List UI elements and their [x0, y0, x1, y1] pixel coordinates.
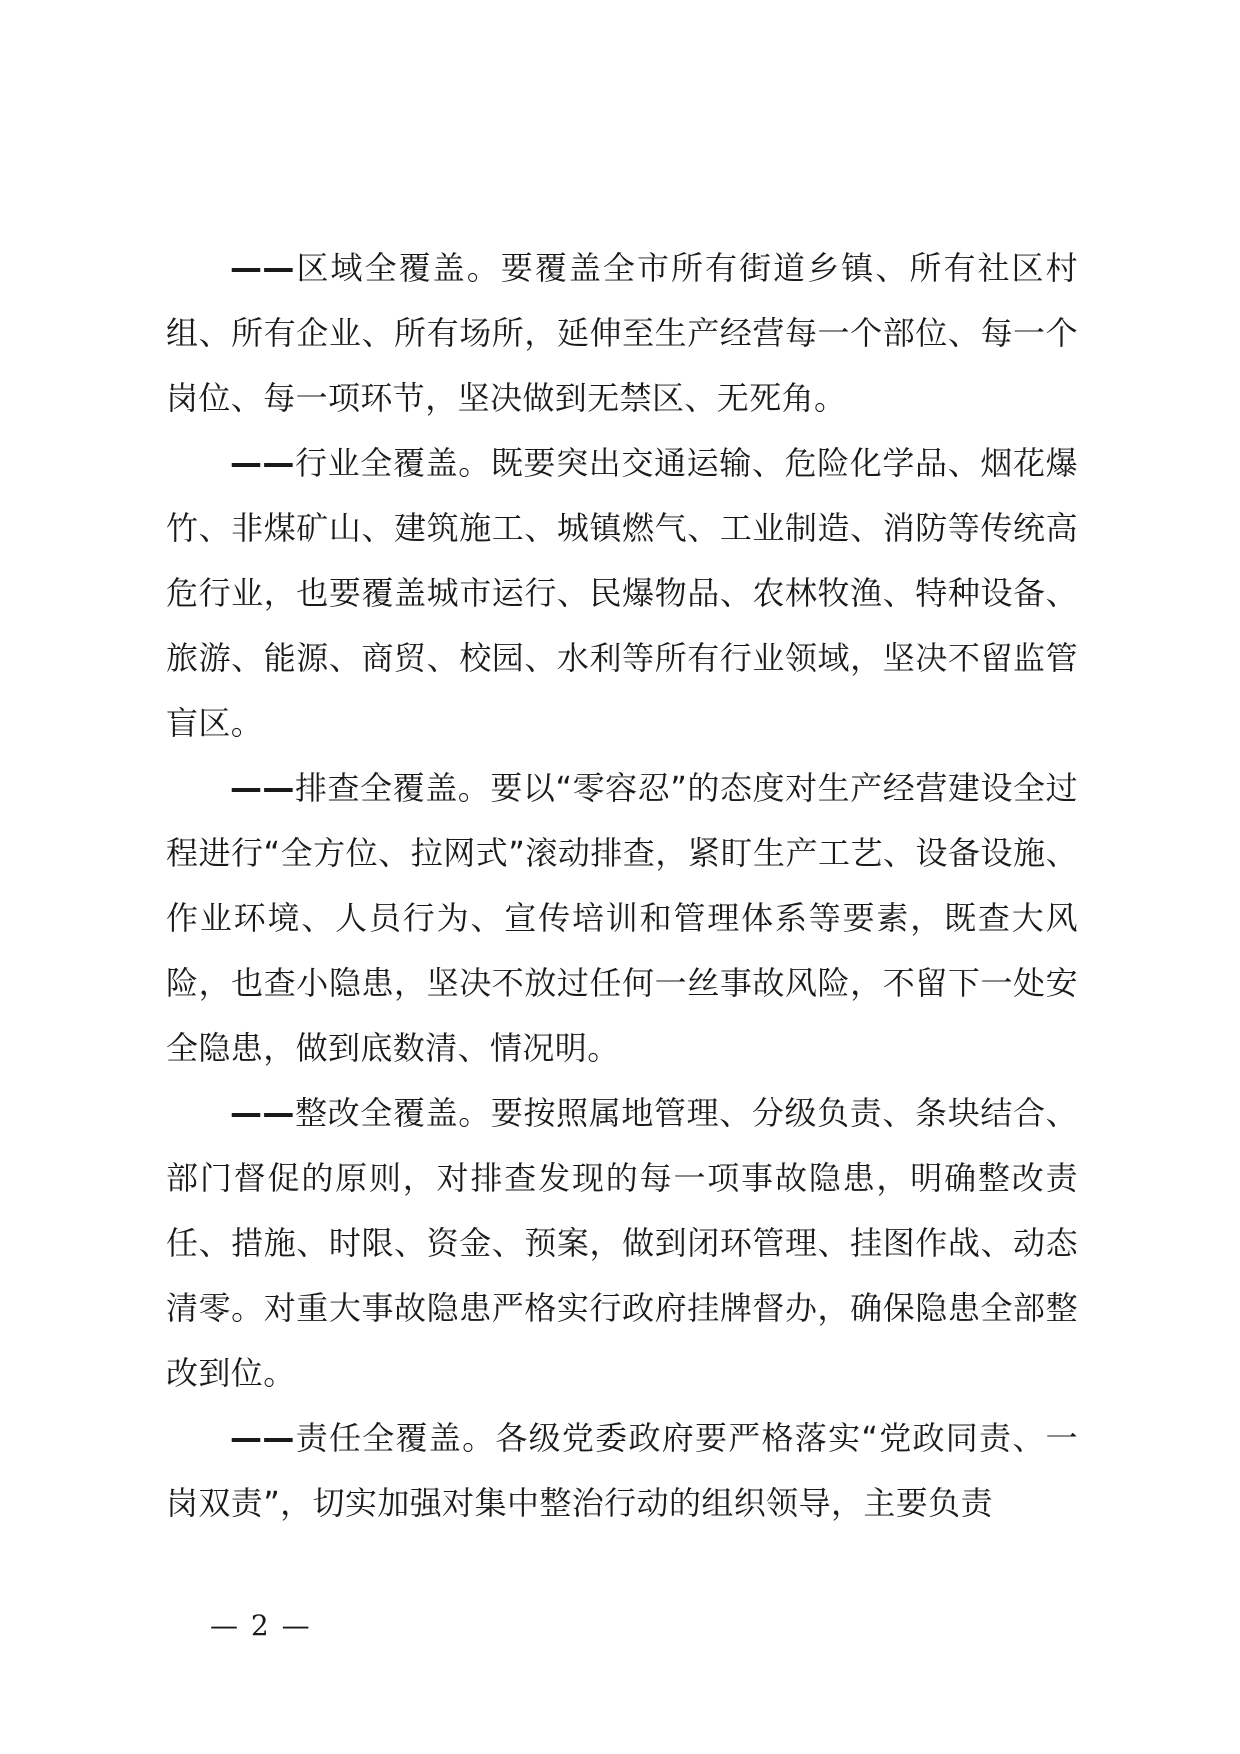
page-number: — 2 —	[210, 1609, 312, 1642]
em-dash-lead: ——	[230, 1094, 295, 1132]
paragraph-region-coverage	[166, 236, 1078, 431]
document-body	[166, 236, 1078, 1536]
paragraph-responsibility-coverage	[166, 1406, 1078, 1536]
paragraph-text: 责任全覆盖。各级党委政府要严格落实“党政同责、一岗双责”，切实加强对集中整治行动的组织领导，主要负责	[166, 1419, 1078, 1522]
em-dash-lead: ——	[230, 1419, 295, 1457]
em-dash-lead: ——	[230, 769, 295, 807]
em-dash-lead: ——	[230, 249, 295, 287]
paragraph-text: 区域全覆盖。要覆盖全市所有街道乡镇、所有社区村组、所有企业、所有场所，延伸至生产经营每一个部位、每一个岗位、每一项环节，坚决做到无禁区、无死角。	[166, 249, 1078, 417]
paragraph-inspection-coverage	[166, 756, 1078, 1081]
paragraph-rectification-coverage	[166, 1081, 1078, 1406]
em-dash-lead: ——	[230, 444, 295, 482]
paragraph-text: 整改全覆盖。要按照属地管理、分级负责、条块结合、部门督促的原则，对排查发现的每一项事故隐患，明确整改责任、措施、时限、资金、预案，做到闭环管理、挂图作战、动态清零。对重大事故隐患严格实行政府挂牌督办，确保隐患全部整改到位。	[166, 1094, 1078, 1392]
paragraph-text: 行业全覆盖。既要突出交通运输、危险化学品、烟花爆竹、非煤矿山、建筑施工、城镇燃气、工业制造、消防等传统高危行业，也要覆盖城市运行、民爆物品、农林牧渔、特种设备、旅游、能源、商贸、校园、水利等所有行业领域，坚决不留监管盲区。	[166, 444, 1078, 742]
paragraph-text: 排查全覆盖。要以“零容忍”的态度对生产经营建设全过程进行“全方位、拉网式”滚动排查，紧盯生产工艺、设备设施、作业环境、人员行为、宣传培训和管理体系等要素，既查大风险，也查小隐患，坚决不放过任何一丝事故风险，不留下一处安全隐患，做到底数清、情况明。	[166, 769, 1078, 1067]
paragraph-industry-coverage	[166, 431, 1078, 756]
